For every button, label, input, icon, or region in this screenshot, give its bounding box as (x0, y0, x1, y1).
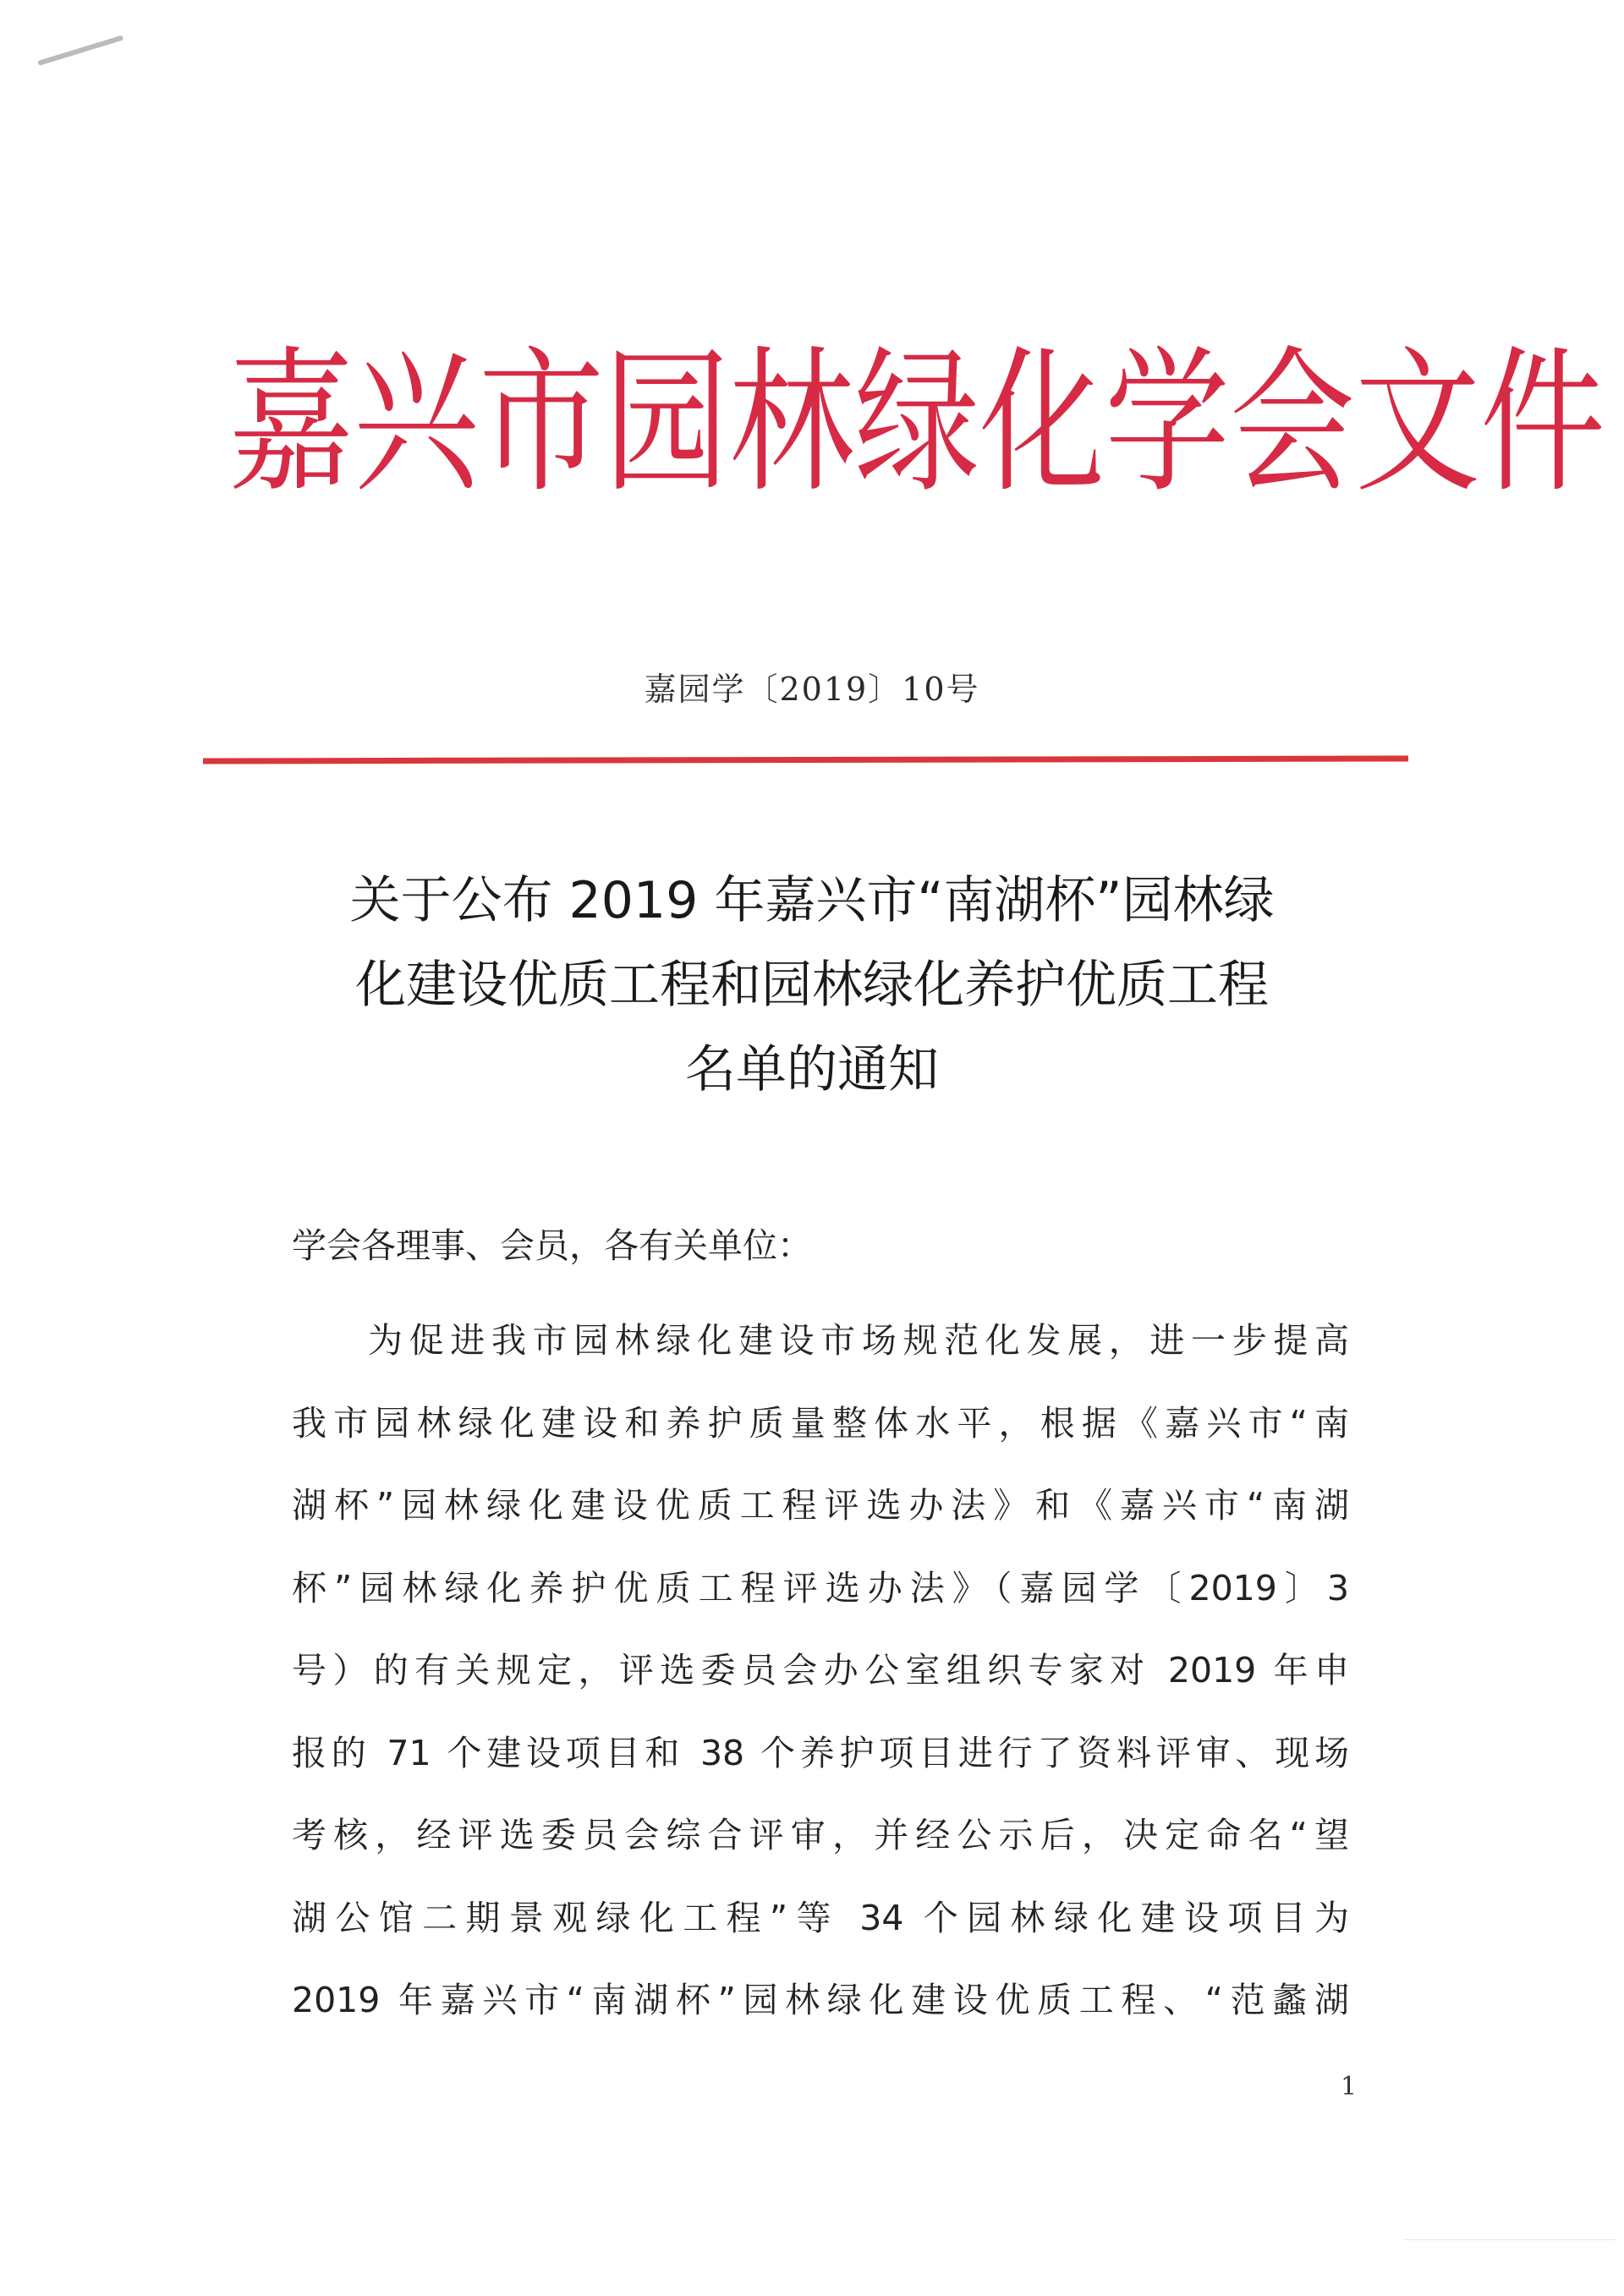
masthead-char: 兴 (354, 332, 479, 514)
body-line: 号）的有关规定，评选委员会办公室组织专家对 2019 年申 (292, 1650, 1349, 1690)
masthead-char: 市 (479, 332, 604, 514)
body-line: 为促进我市园林绿化建设市场规范化发展，进一步提高 (368, 1320, 1349, 1361)
masthead-char: 文 (1355, 332, 1480, 514)
body-line: 报的 71 个建设项目和 38 个养护项目进行了资料评审、现场 (292, 1732, 1349, 1773)
scan-artifact-mark (37, 35, 123, 65)
body-line: 湖公馆二期景观绿化工程”等 34 个园林绿化建设项目为 (292, 1897, 1349, 1938)
page-number: 1 (1341, 2072, 1358, 2101)
document-number: 嘉园学〔2019〕10号 (644, 671, 980, 708)
salutation: 学会各理事、会员，各有关单位： (292, 1225, 812, 1266)
notice-title-line: 化建设优质工程和园林绿化养护优质工程 (355, 956, 1269, 1015)
masthead-char: 件 (1480, 332, 1605, 514)
masthead-char: 林 (729, 332, 854, 514)
notice-title (254, 858, 1370, 1112)
masthead-char: 学 (1105, 332, 1230, 514)
notice-body (292, 1205, 1349, 2042)
red-divider-rule (203, 756, 1408, 764)
body-line: 考核，经评选委员会综合评审，并经公示后，决定命名“望 (292, 1815, 1349, 1855)
body-line: 湖杯”园林绿化建设优质工程评选办法》和《嘉兴市“南湖 (292, 1485, 1349, 1526)
masthead-char: 嘉 (228, 332, 354, 514)
body-line: 我市园林绿化建设和养护质量整体水平，根据《嘉兴市“南 (292, 1402, 1349, 1444)
masthead-char: 化 (979, 332, 1105, 514)
document-masthead (228, 322, 1605, 523)
notice-title-line: 关于公布 2019 年嘉兴市“南湖杯”园林绿 (349, 871, 1275, 930)
masthead-char: 会 (1230, 332, 1355, 514)
scan-edge-line (1404, 2239, 1616, 2240)
masthead-char: 绿 (854, 332, 979, 514)
body-line: 2019 年嘉兴市“南湖杯”园林绿化建设优质工程、“范蠡湖 (292, 1980, 1349, 2020)
body-line: 杯”园林绿化养护优质工程评选办法》（嘉园学〔2019〕3 (292, 1567, 1349, 1608)
masthead-char: 园 (604, 332, 729, 514)
notice-title-line: 名单的通知 (685, 1040, 939, 1099)
